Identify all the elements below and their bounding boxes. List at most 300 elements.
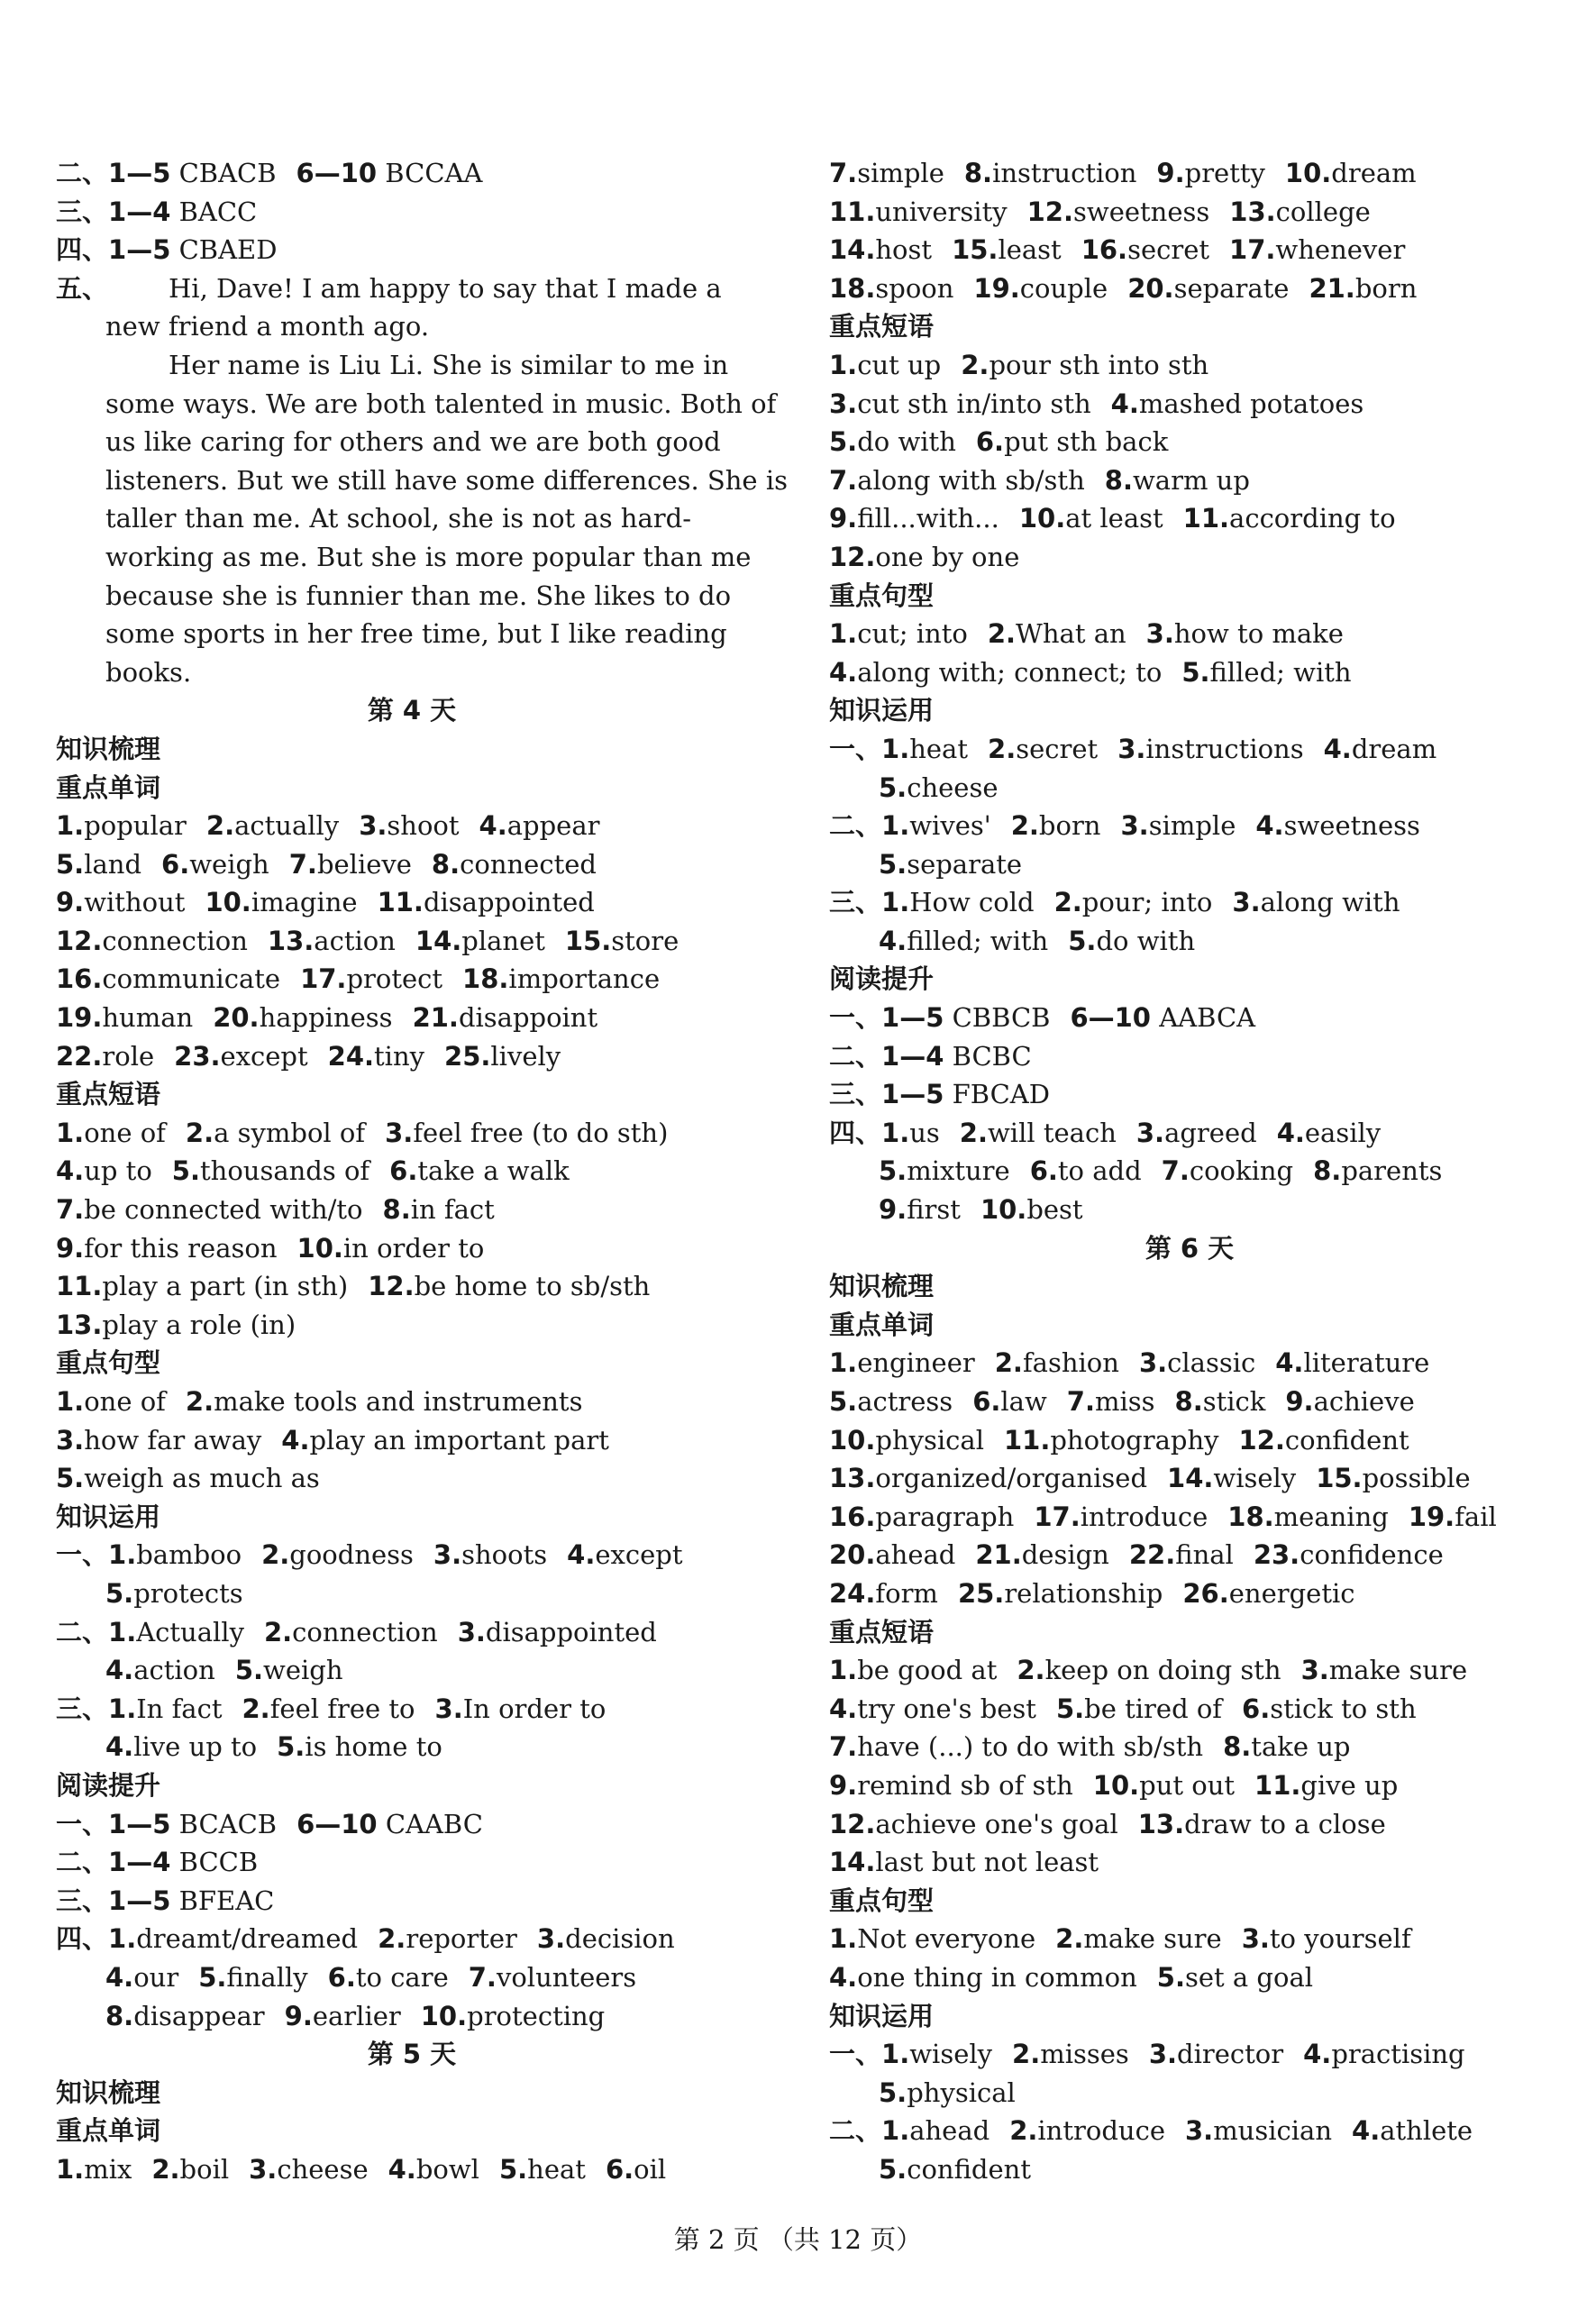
question-label: 一、: [56, 1808, 109, 1839]
answer-item: 18.spoon: [829, 272, 954, 304]
answer-item: 13.organized/organised: [829, 1463, 1148, 1494]
section-heading: 知识运用: [56, 1501, 161, 1532]
essay-line: [56, 615, 768, 653]
answer-item: 1.How cold: [881, 887, 1035, 918]
answer-item: 2.fashion: [994, 1347, 1119, 1379]
answer-item: 20.ahead: [829, 1539, 956, 1571]
answer-item: 1.heat: [881, 733, 969, 764]
day-heading: 第 4 天: [367, 695, 457, 726]
question-label: 四、: [56, 1923, 109, 1955]
answer-line: [829, 1920, 1550, 1958]
answer-line: [829, 269, 1550, 308]
answer-line: [56, 1536, 768, 1574]
answer-item: 10.protecting: [420, 2000, 606, 2031]
answer-item: 25.relationship: [957, 1577, 1163, 1609]
answer-item: 6.take a walk: [389, 1155, 570, 1187]
answer-item: 22.final: [1128, 1539, 1234, 1571]
answer-item: 3.In order to: [434, 1693, 606, 1724]
section-heading: 重点句型: [829, 1885, 935, 1916]
answer-item: 1—4 BCBC: [881, 1040, 1032, 1072]
answer-line: [829, 1421, 1550, 1460]
answer-item: 3.musician: [1184, 2115, 1333, 2147]
answer-item: 5.confident: [879, 2153, 1031, 2185]
answer-item: 1—5 CBACB: [108, 158, 277, 188]
answer-item: 8.disappear: [105, 2000, 265, 2031]
answer-item: 8.in fact: [382, 1194, 495, 1226]
answer-item: 2.pour sth into sth: [961, 349, 1209, 380]
right-column: [829, 154, 1550, 2188]
answer-item: 5.land: [56, 848, 142, 880]
answer-item: 5.thousands of: [171, 1155, 370, 1187]
answer-item: 1.popular: [56, 810, 187, 842]
answer-item: 4.sweetness: [1255, 810, 1420, 842]
answer-item: 7.volunteers: [468, 1961, 637, 1993]
answer-item: 10.imagine: [205, 887, 358, 918]
answer-item: 6—10 BCCAA: [296, 158, 483, 188]
answer-item: 3.classic: [1138, 1347, 1256, 1379]
answer-item: 4.live up to: [105, 1731, 258, 1763]
answer-item: 17.protect: [300, 963, 443, 995]
essay-line: [56, 269, 768, 308]
answer-item: 4.action: [105, 1655, 215, 1686]
answer-item: 14.wisely: [1167, 1463, 1297, 1494]
answer-item: 9.remind sb of sth: [829, 1769, 1073, 1801]
answer-item: 5.set a goal: [1156, 1961, 1314, 1993]
essay-text: new friend a month ago.: [105, 311, 430, 342]
page-footer: 第 2 页 （共 12 页）: [673, 2224, 923, 2255]
answer-item: 15.possible: [1316, 1463, 1471, 1494]
answer-item: 8.stick: [1174, 1386, 1266, 1417]
answer-item: 4.play an important part: [281, 1424, 609, 1456]
answer-item: 8.take up: [1223, 1731, 1351, 1763]
answer-item: 2.make sure: [1055, 1923, 1222, 1955]
answer-line: [56, 1191, 768, 1229]
answer-item: 1.In fact: [108, 1693, 223, 1724]
answer-line: [829, 1958, 1550, 1997]
essay-line: [56, 346, 768, 385]
answer-line: [56, 1690, 768, 1729]
answer-line: [56, 1805, 768, 1844]
essay-line: [56, 423, 768, 461]
left-column: [56, 154, 788, 2188]
section-heading: 知识梳理: [56, 2076, 161, 2108]
answer-item: 9.achieve: [1285, 1386, 1415, 1417]
question-label: 三、: [829, 1079, 882, 1110]
answer-line: [829, 2112, 1550, 2150]
answer-item: 4.mashed potatoes: [1110, 388, 1364, 419]
question-label: 四、: [56, 234, 109, 266]
answer-item: 8.parents: [1313, 1155, 1443, 1187]
essay-text: Hi, Dave! I am happy to say that I made a: [169, 272, 722, 304]
answer-item: 7.simple: [829, 158, 944, 188]
answer-item: 1.cut up: [829, 349, 942, 380]
question-label: 二、: [829, 1040, 882, 1072]
answer-item: 4.up to: [56, 1155, 152, 1187]
answer-item: 20.happiness: [213, 1002, 393, 1034]
answer-item: 6.oil: [605, 2153, 667, 2185]
question-label: 三、: [56, 196, 109, 227]
answer-item: 12.connection: [56, 925, 248, 956]
essay-line: [56, 461, 788, 500]
answer-item: 2.goodness: [261, 1539, 414, 1571]
answer-item: 3.to yourself: [1241, 1923, 1411, 1955]
answer-item: 10.at least: [1018, 503, 1163, 534]
answer-line: [829, 999, 1550, 1037]
answer-item: 7.have (...) to do with sb/sth: [829, 1731, 1204, 1763]
answer-line: [56, 807, 768, 845]
section-heading: 重点单词: [56, 2115, 161, 2147]
answer-item: 2.pour; into: [1053, 887, 1213, 918]
answer-item: 1—5 CBAED: [108, 234, 278, 266]
answer-item: 9.first: [879, 1194, 961, 1226]
answer-item: 2.misses: [1012, 2039, 1129, 2070]
answer-item: 3.cheese: [249, 2153, 369, 2185]
answer-line: [829, 1690, 1550, 1729]
answer-item: 6—10 CAABC: [296, 1808, 483, 1839]
answer-item: 5.filled; with: [1181, 656, 1352, 688]
answer-item: 9.pretty: [1156, 158, 1265, 188]
answer-line: [829, 1843, 1550, 1882]
answer-item: 11.photography: [1003, 1424, 1219, 1456]
answer-item: 15.least: [952, 234, 1062, 266]
section-heading: 阅读提升: [829, 963, 935, 995]
answer-item: 14.planet: [415, 925, 545, 956]
section-heading: 知识梳理: [56, 733, 161, 764]
essay-line: [56, 577, 768, 616]
answer-item: 6.to care: [327, 1961, 449, 1993]
section-heading: 重点单词: [829, 1309, 935, 1340]
answer-item: 25.lively: [444, 1040, 561, 1072]
answer-item: 1—5 CBBCB: [881, 1002, 1051, 1034]
answer-line: [56, 1114, 768, 1153]
answer-item: 1—5 BFEAC: [108, 1885, 275, 1916]
answer-item: 21.design: [975, 1539, 1109, 1571]
answer-item: 12.one by one: [829, 541, 1020, 572]
answer-item: 1.wives': [881, 810, 991, 842]
answer-item: 2.actually: [205, 810, 340, 842]
answer-item: 16.paragraph: [829, 1501, 1015, 1532]
answer-item: 3.disappointed: [457, 1616, 657, 1647]
question-label: 一、: [829, 2039, 882, 2070]
essay-line: [56, 307, 768, 346]
answer-item: 5.cheese: [879, 771, 999, 803]
answer-item: 8.warm up: [1104, 464, 1250, 496]
question-label: 五、: [56, 272, 109, 304]
answer-item: 12.be home to sb/sth: [368, 1271, 651, 1302]
question-label: 二、: [56, 158, 109, 188]
answer-item: 13.action: [267, 925, 396, 956]
answer-line: [829, 1037, 1550, 1076]
answer-item: 7.cooking: [1161, 1155, 1294, 1187]
answer-item: 4.except: [567, 1539, 683, 1571]
answer-item: 8.instruction: [963, 158, 1137, 188]
answer-item: 9.without: [56, 887, 186, 918]
answer-item: 4.literature: [1275, 1347, 1430, 1379]
answer-line: [56, 883, 768, 922]
answer-item: 9.fill...with...: [829, 503, 999, 534]
answer-item: 14.host: [829, 234, 933, 266]
question-label: 四、: [829, 1117, 882, 1148]
answer-item: 3.decision: [536, 1923, 675, 1955]
answer-item: 2.boil: [151, 2153, 230, 2185]
answer-line: [56, 1267, 768, 1306]
answer-line: [56, 1152, 768, 1191]
essay-line: [56, 653, 768, 692]
answer-line: [56, 1843, 768, 1882]
section-heading: 重点句型: [829, 580, 935, 611]
answer-item: 2.secret: [988, 733, 1099, 764]
answer-item: 1—5 BCACB: [108, 1808, 278, 1839]
section-heading: 阅读提升: [56, 1769, 161, 1801]
answer-item: 19.human: [56, 1002, 194, 1034]
answer-line: [829, 499, 1550, 538]
answer-line: [829, 1344, 1550, 1383]
answer-item: 18.importance: [462, 963, 661, 995]
answer-line: [56, 231, 768, 269]
answer-item: 4.practising: [1303, 2039, 1465, 2070]
answer-line: [56, 193, 768, 232]
answer-item: 4.athlete: [1352, 2115, 1473, 2147]
answer-item: 10.put out: [1092, 1769, 1236, 1801]
question-label: 三、: [56, 1693, 109, 1724]
answer-line: [829, 883, 1550, 922]
essay-text: because she is funnier than me. She likes to do: [105, 580, 732, 611]
answer-line: [829, 730, 1550, 769]
section-heading: 知识运用: [829, 2000, 935, 2031]
answer-item: 6.put sth back: [975, 426, 1169, 458]
answer-line: [829, 807, 1550, 845]
answer-item: 3.along with: [1232, 887, 1400, 918]
answer-line: [829, 845, 1550, 884]
essay-text: us like caring for others and we are both good: [105, 426, 721, 458]
answer-item: 1—4 BCCB: [108, 1847, 259, 1878]
answer-item: 3.shoot: [359, 810, 460, 842]
answer-item: 1—5 FBCAD: [881, 1079, 1050, 1110]
answer-line: [56, 922, 768, 961]
answer-item: 10.dream: [1284, 158, 1417, 188]
answer-item: 4.dream: [1323, 733, 1437, 764]
answer-item: 4.along with; connect; to: [829, 656, 1163, 688]
section-heading: 知识运用: [829, 695, 935, 726]
answer-line: [829, 423, 1550, 461]
answer-line: [829, 1075, 1550, 1114]
answer-item: 5.do with: [829, 426, 956, 458]
answer-line: [829, 231, 1550, 269]
question-label: 一、: [829, 733, 882, 764]
answer-line: [829, 1191, 1550, 1229]
answer-item: 5.separate: [879, 848, 1023, 880]
question-label: 三、: [56, 1885, 109, 1916]
answer-line: [829, 1805, 1550, 1844]
answer-line: [829, 1383, 1550, 1421]
answer-item: 2.will teach: [959, 1117, 1117, 1148]
answer-item: 26.energetic: [1182, 1577, 1355, 1609]
question-label: 二、: [56, 1616, 109, 1647]
answer-line: [829, 615, 1550, 653]
answer-item: 21.born: [1309, 272, 1418, 304]
answer-item: 3.agreed: [1135, 1117, 1257, 1148]
question-label: 一、: [56, 1539, 109, 1571]
answer-item: 23.confidence: [1253, 1539, 1444, 1571]
answer-item: 1.one of: [56, 1117, 166, 1148]
answer-line: [829, 2150, 1550, 2189]
answer-item: 12.confident: [1238, 1424, 1409, 1456]
answer-item: 13.draw to a close: [1137, 1808, 1386, 1839]
answer-item: 5.protects: [105, 1577, 243, 1609]
essay-text: Her name is Liu Li. She is similar to me in: [169, 349, 729, 380]
essay-line: [56, 538, 768, 577]
question-label: 二、: [829, 2115, 882, 2147]
answer-item: 3.how to make: [1145, 618, 1344, 650]
answer-item: 24.form: [829, 1577, 938, 1609]
answer-item: 2.What an: [987, 618, 1126, 650]
answer-item: 4.filled; with: [879, 925, 1049, 956]
answer-line: [829, 922, 1550, 961]
answer-item: 3.shoots: [433, 1539, 548, 1571]
answer-item: 6.stick to sth: [1242, 1693, 1417, 1724]
answer-line: [829, 538, 1550, 577]
answer-item: 23.except: [174, 1040, 308, 1072]
answer-item: 1.be good at: [829, 1655, 998, 1686]
essay-text: working as me. But she is more popular than me: [105, 541, 752, 572]
answer-item: 24.tiny: [327, 1040, 425, 1072]
answer-item: 11.university: [829, 196, 1008, 227]
answer-item: 16.communicate: [56, 963, 281, 995]
answer-item: 11.give up: [1254, 1769, 1399, 1801]
answer-line: [56, 960, 768, 999]
essay-line: [56, 499, 768, 538]
answer-item: 3.feel free (to do sth): [385, 1117, 669, 1148]
answer-line: [56, 1229, 768, 1268]
answer-item: 5.physical: [879, 2076, 1016, 2108]
answer-item: 1.one of: [56, 1386, 166, 1417]
answer-item: 2.connection: [263, 1616, 438, 1647]
answer-item: 1.ahead: [881, 2115, 990, 2147]
answer-item: 9.for this reason: [56, 1232, 278, 1264]
answer-item: 1.Not everyone: [829, 1923, 1036, 1955]
section-heading: 重点句型: [56, 1347, 161, 1379]
section-heading: 重点短语: [56, 1079, 161, 1110]
answer-item: 5.do with: [1068, 925, 1196, 956]
answer-line: [56, 1613, 768, 1652]
answer-item: 3.director: [1148, 2039, 1284, 2070]
answer-item: 7.be connected with/to: [56, 1194, 363, 1226]
answer-item: 1.bamboo: [108, 1539, 242, 1571]
answer-item: 5.finally: [198, 1961, 308, 1993]
answer-item: 19.fail: [1408, 1501, 1497, 1532]
answer-item: 3.simple: [1120, 810, 1236, 842]
answer-item: 1.wisely: [881, 2039, 993, 2070]
answer-item: 13.college: [1229, 196, 1371, 227]
answer-item: 1.Actually: [108, 1616, 244, 1647]
answer-item: 6.weigh: [161, 848, 269, 880]
answer-item: 17.whenever: [1229, 234, 1406, 266]
answer-item: 7.miss: [1066, 1386, 1155, 1417]
answer-item: 2.born: [1010, 810, 1101, 842]
answer-item: 4.appear: [479, 810, 600, 842]
answer-item: 5.is home to: [277, 1731, 442, 1763]
essay-text: some ways. We are both talented in music. Both of: [105, 388, 777, 419]
question-label: 二、: [56, 1847, 109, 1878]
answer-item: 10.best: [980, 1194, 1083, 1226]
answer-item: 10.physical: [829, 1424, 984, 1456]
answer-item: 14.last but not least: [829, 1847, 1099, 1878]
answer-line: [829, 154, 1550, 193]
essay-text: listeners. But we still have some differences. She is: [105, 464, 788, 496]
answer-line: [829, 769, 1550, 808]
answer-line: [829, 1498, 1550, 1537]
answer-item: 1.dreamt/dreamed: [108, 1923, 359, 1955]
answer-item: 18.meaning: [1227, 1501, 1389, 1532]
answer-line: [56, 1459, 768, 1498]
answer-item: 1.cut; into: [829, 618, 968, 650]
answer-item: 2.keep on doing sth: [1017, 1655, 1281, 1686]
answer-line: [56, 1882, 768, 1921]
answer-line: [829, 1459, 1550, 1498]
essay-text: books.: [105, 656, 192, 688]
answer-line: [829, 346, 1550, 385]
answer-item: 5.mixture: [879, 1155, 1010, 1187]
answer-item: 1.mix: [56, 2153, 132, 2185]
answer-item: 4.our: [105, 1961, 179, 1993]
answer-item: 13.play a role (in): [56, 1309, 296, 1340]
answer-line: [56, 845, 768, 884]
answer-line: [829, 1766, 1550, 1805]
answer-item: 2.introduce: [1009, 2115, 1165, 2147]
answer-item: 9.earlier: [284, 2000, 401, 2031]
section-heading: 知识梳理: [829, 1271, 935, 1302]
answer-line: [56, 1383, 768, 1421]
answer-item: 2.a symbol of: [185, 1117, 366, 1148]
answer-item: 5.weigh as much as: [56, 1463, 320, 1494]
answer-item: 7.along with sb/sth: [829, 464, 1085, 496]
answer-line: [56, 1728, 768, 1766]
answer-line: [829, 1152, 1550, 1191]
essay-line: [56, 385, 777, 424]
answer-item: 16.secret: [1081, 234, 1210, 266]
answer-item: 4.try one's best: [829, 1693, 1036, 1724]
answer-item: 12.sweetness: [1026, 196, 1210, 227]
answer-line: [56, 1997, 768, 2036]
answer-item: 5.heat: [498, 2153, 586, 2185]
answer-line: [829, 461, 1550, 500]
answer-item: 11.play a part (in sth): [56, 1271, 349, 1302]
question-label: 三、: [829, 887, 882, 918]
day-heading: 第 6 天: [1145, 1232, 1235, 1264]
answer-line: [56, 1306, 768, 1345]
answer-item: 4.bowl: [388, 2153, 479, 2185]
answer-item: 11.disappointed: [377, 887, 595, 918]
answer-item: 6.law: [972, 1386, 1047, 1417]
answer-item: 2.feel free to: [242, 1693, 415, 1724]
answer-item: 6—10 AABCA: [1070, 1002, 1256, 1034]
section-heading: 重点单词: [56, 771, 161, 803]
essay-text: taller than me. At school, she is not as hard-: [105, 503, 691, 534]
answer-item: 10.in order to: [296, 1232, 485, 1264]
answer-line: [56, 1574, 768, 1613]
answer-item: 5.weigh: [234, 1655, 343, 1686]
answer-line: [56, 2150, 768, 2189]
question-label: 一、: [829, 1002, 882, 1034]
answer-item: 12.achieve one's goal: [829, 1808, 1118, 1839]
answer-line: [829, 2074, 1550, 2113]
answer-item: 8.connected: [431, 848, 597, 880]
answer-item: 3.make sure: [1300, 1655, 1468, 1686]
answer-item: 3.how far away: [56, 1424, 262, 1456]
answer-line: [56, 999, 768, 1037]
answer-item: 5.actress: [829, 1386, 953, 1417]
answer-line: [56, 1958, 768, 1997]
